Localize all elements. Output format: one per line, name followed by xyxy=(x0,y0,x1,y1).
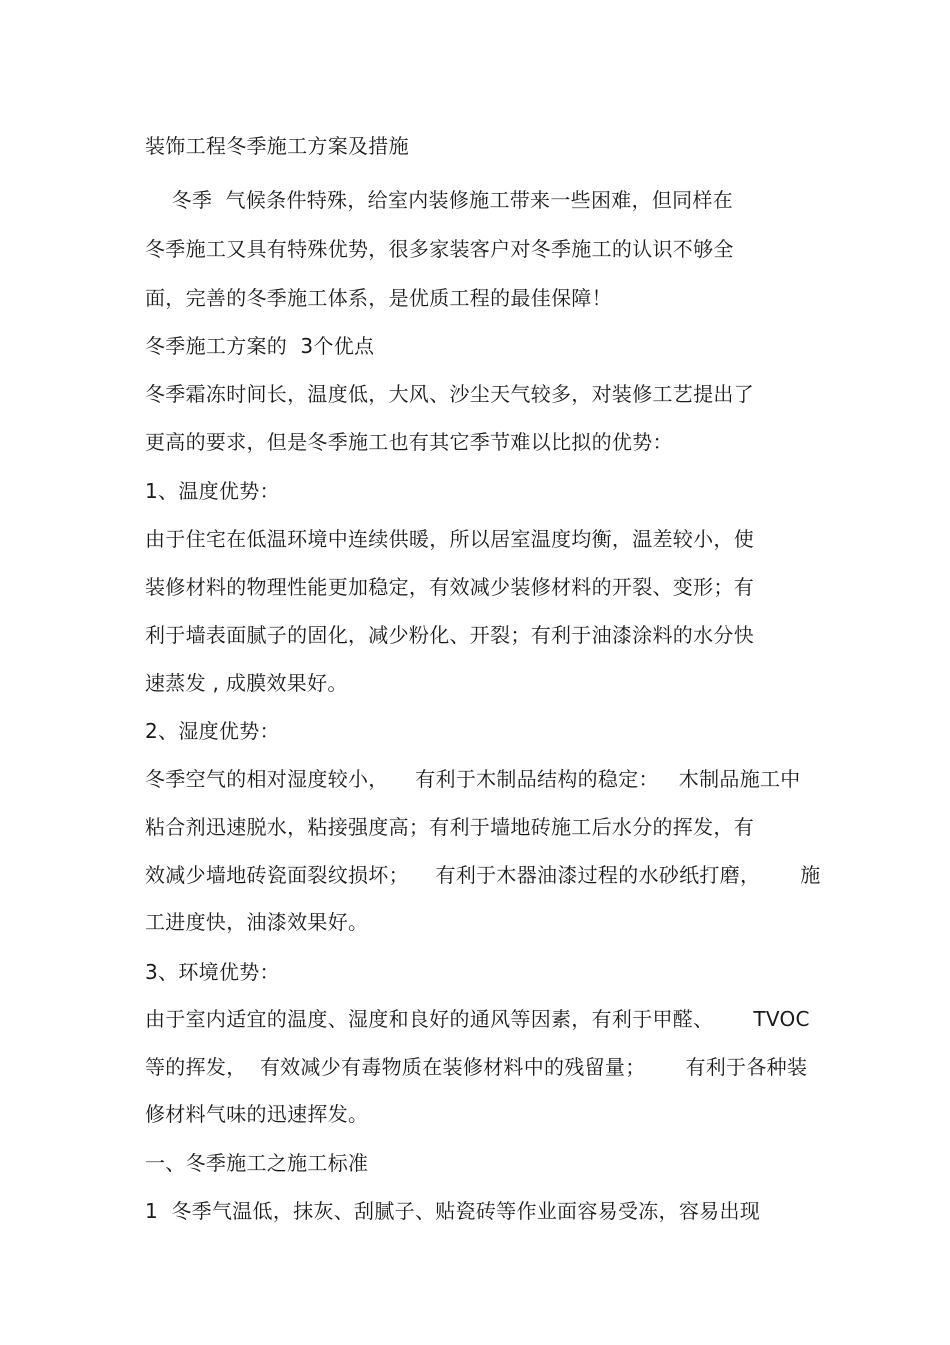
paragraph-line: 冬季施工又具有特殊优势，很多家装客户对冬季施工的认识不够全 xyxy=(145,237,734,261)
paragraph-line: 利于墙表面腻子的固化，减少粉化、开裂；有利于油漆涂料的水分快 xyxy=(145,623,754,647)
section-heading: 冬季施工方案的 3个优点 xyxy=(145,334,375,358)
paragraph-line: 冬季 气候条件特殊，给室内装修施工带来一些困难，但同样在 xyxy=(145,188,734,212)
subsection-heading: 3、环境优势： xyxy=(145,960,280,984)
paragraph-line: 1 冬季气温低，抹灰、刮腻子、贴瓷砖等作业面容易受冻，容易出现 xyxy=(145,1199,761,1223)
paragraph-line: 更高的要求，但是冬季施工也有其它季节难以比拟的优势： xyxy=(145,430,673,454)
paragraph-line: 速蒸发 , 成膜效果好。 xyxy=(145,671,348,695)
paragraph-line: 由于室内适宜的温度、湿度和良好的通风等因素，有利于甲醛、 TVOC xyxy=(145,1007,810,1031)
paragraph-line: 等的挥发， 有效减少有毒物质在装修材料中的残留量； 有利于各种装 xyxy=(145,1055,808,1079)
paragraph-line: 工进度快，油漆效果好。 xyxy=(145,910,369,934)
paragraph-line: 由于住宅在低温环境中连续供暖，所以居室温度均衡，温差较小，使 xyxy=(145,527,754,551)
paragraph-line: 冬季空气的相对湿度较小， 有利于木制品结构的稳定： 木制品施工中 xyxy=(145,767,801,791)
paragraph-line: 修材料气味的迅速挥发。 xyxy=(145,1102,369,1126)
paragraph-line: 面，完善的冬季施工体系，是优质工程的最佳保障！ xyxy=(145,286,612,310)
paragraph-line: 粘合剂迅速脱水，粘接强度高；有利于墙地砖施工后水分的挥发，有 xyxy=(145,815,754,839)
paragraph-line: 效减少墙地砖瓷面裂纹损坏； 有利于木器油漆过程的水砂纸打磨， 施 xyxy=(145,863,821,887)
paragraph-line: 装修材料的物理性能更加稳定，有效减少装修材料的开裂、变形；有 xyxy=(145,575,754,599)
subsection-heading: 1、温度优势： xyxy=(145,479,280,503)
paragraph-line: 冬季霜冻时间长，温度低，大风、沙尘天气较多，对装修工艺提出了 xyxy=(145,382,754,406)
document-title: 装饰工程冬季施工方案及措施 xyxy=(145,134,409,158)
section-heading: 一、冬季施工之施工标准 xyxy=(145,1151,369,1175)
subsection-heading: 2、湿度优势： xyxy=(145,719,280,743)
